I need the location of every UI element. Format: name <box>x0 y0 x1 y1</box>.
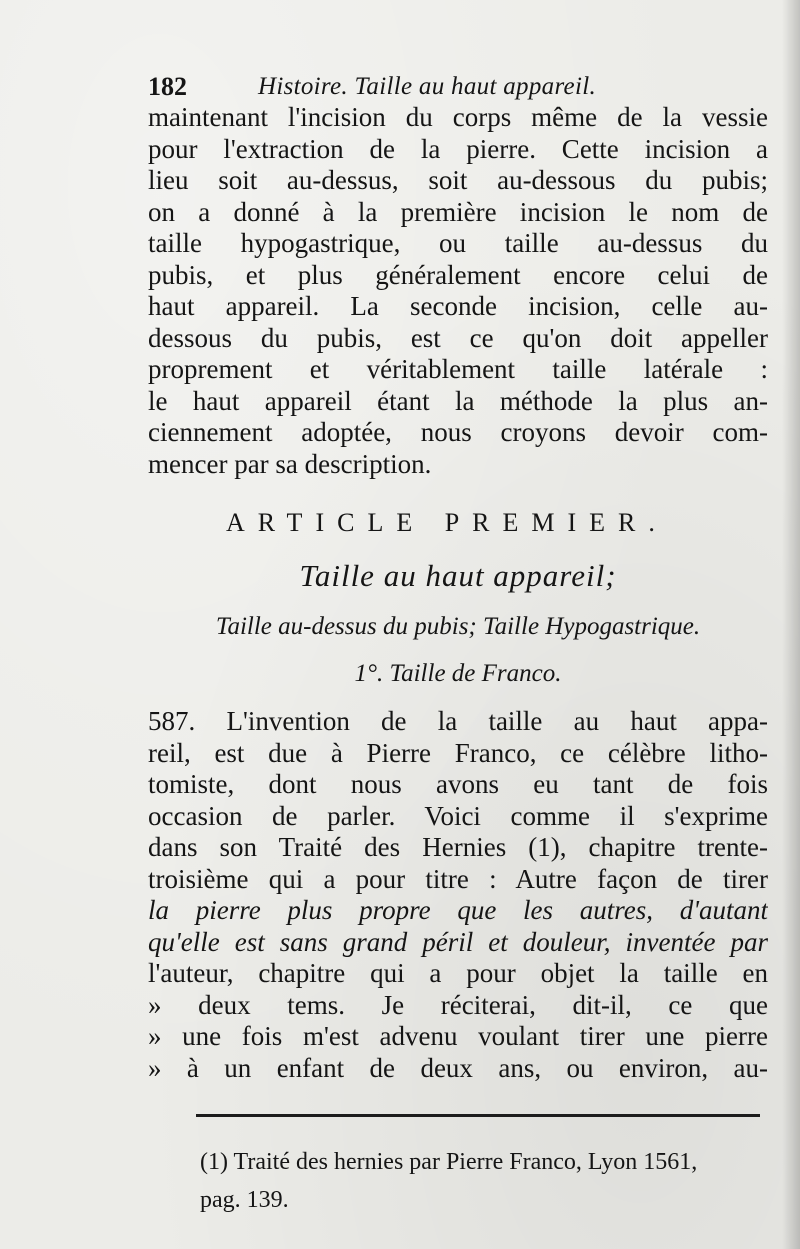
footnote-divider <box>196 1114 760 1117</box>
text-line: maintenant l'incision du corps même de la vessie <box>148 102 768 132</box>
text-line: 587. L'invention de la taille au haut appa- <box>148 706 768 736</box>
paragraph-2 <box>148 706 768 1084</box>
text-line: mencer par sa description. <box>148 448 432 479</box>
subsection-title: 1°. Taille de Franco. <box>354 660 562 687</box>
text-line: » une fois m'est advenu voulant tirer une pierre <box>148 1021 768 1051</box>
text-line: qu'elle est sans grand péril et douleur, inventée par <box>148 926 768 957</box>
text-line: ciennement adoptée, nous croyons devoir com- <box>148 417 768 447</box>
text-line: lieu soit au-dessus, soit au-dessous du pubis; <box>148 165 768 195</box>
article-heading: ARTICLE PREMIER. <box>226 508 668 537</box>
page-edge-shadow <box>782 0 800 1249</box>
footnote-line: pag. 139. <box>200 1187 289 1213</box>
text-line: reil, est due à Pierre Franco, ce célèbre litho- <box>148 737 768 768</box>
text-line: on a donné à la première incision le nom de <box>148 196 768 227</box>
text-line: tomiste, dont nous avons eu tant de fois <box>148 769 768 799</box>
text-line: » à un enfant de deux ans, ou environ, au- <box>148 1052 768 1083</box>
section-subtitle: Taille au-dessus du pubis; Taille Hypogastrique. <box>215 613 701 640</box>
text-line: proprement et véritablement taille latérale : <box>148 354 768 384</box>
page-number: 182 <box>148 72 187 101</box>
running-title: Histoire. Taille au haut appareil. <box>258 73 596 100</box>
paragraph-1 <box>148 102 768 480</box>
section-title: Taille au haut appareil; <box>299 558 617 593</box>
text-line: pour l'extraction de la pierre. Cette incision a <box>148 133 768 164</box>
text-line: » deux tems. Je réciterai, dit-il, ce que <box>148 989 768 1020</box>
text-line: la pierre plus propre que les autres, d'autant <box>148 895 768 925</box>
footnote-line: (1) Traité des hernies par Pierre Franco, Lyon 1561, <box>200 1149 698 1175</box>
text-line: dans son Traité des Hernies (1), chapitre trente- <box>148 832 768 862</box>
text-line: l'auteur, chapitre qui a pour objet la taille en <box>148 958 768 988</box>
text-line: haut appareil. La seconde incision, celle au- <box>148 291 768 321</box>
text-line: dessous du pubis, est ce qu'on doit appeller <box>148 322 768 353</box>
text-line: occasion de parler. Voici comme il s'exprime <box>148 800 768 831</box>
text-line: taille hypogastrique, ou taille au-dessus du <box>148 228 768 258</box>
text-line: pubis, et plus généralement encore celui de <box>148 259 768 290</box>
text-line: troisième qui a pour titre : Autre façon de tirer <box>148 863 768 894</box>
footnote <box>200 1143 770 1219</box>
text-line: le haut appareil étant la méthode la plus an- <box>148 385 768 416</box>
page-header <box>148 70 768 104</box>
